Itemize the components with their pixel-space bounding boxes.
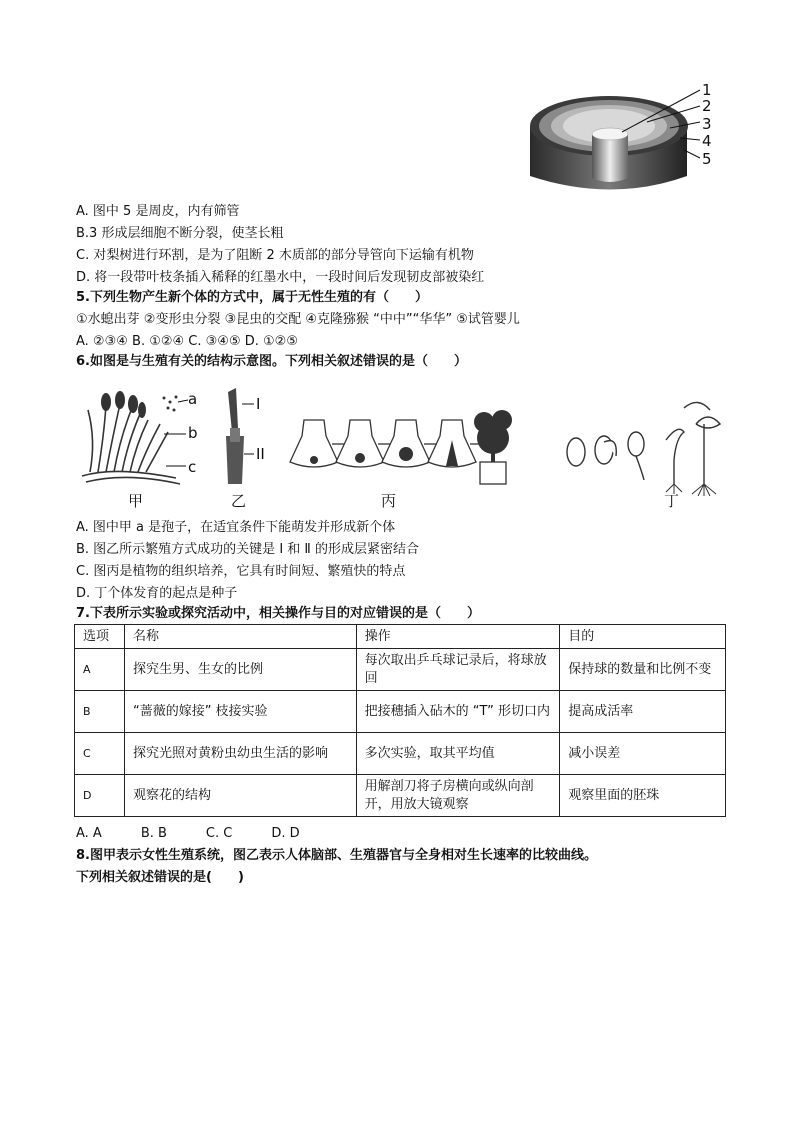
q6-option-d: D. 丁个体发育的起点是种子: [76, 586, 238, 601]
cell-operation: 用解剖刀将子房横向或纵向剖开，用放大镜观察: [356, 775, 560, 817]
cell-option: D: [75, 775, 125, 817]
q8-stem-line2: 下列相关叙述错误的是( ): [76, 870, 244, 885]
cell-option: C: [75, 733, 125, 775]
caption-yi: 乙: [231, 492, 247, 510]
cell-name: 观察花的结构: [124, 775, 356, 817]
table-row: [75, 691, 726, 733]
stem-cross-section-figure: [522, 78, 722, 200]
q5-options: A. ②③④ B. ①②④ C. ③④⑤ D. ①②⑤: [76, 334, 298, 349]
q5-stem: 5.下列生物产生新个体的方式中，属于无性生殖的有（ ）: [76, 290, 428, 305]
figure-jia-moss: [82, 404, 180, 484]
stem-label-3: 3: [702, 115, 712, 133]
header-name: 名称: [124, 625, 356, 649]
q5-items: ①水螅出芽 ②变形虫分裂 ③昆虫的交配 ④克隆猕猴 “中中”“华华” ⑤试管婴儿: [76, 312, 520, 327]
q6-option-b: B. 图乙所示繁殖方式成功的关键是 Ⅰ 和 Ⅱ 的形成层紧密结合: [76, 542, 419, 557]
q7-options: A. A B. B C. C D. D: [76, 826, 300, 841]
cell-purpose: 减小误差: [560, 733, 726, 775]
q6-option-a: A. 图中甲 a 是孢子，在适宜条件下能萌发并形成新个体: [76, 520, 396, 535]
figure-ding-germination: [567, 402, 720, 484]
cell-name: 探究光照对黄粉虫幼虫生活的影响: [124, 733, 356, 775]
table-row: [75, 649, 726, 691]
table-row: [75, 775, 726, 817]
table-header-row: [75, 625, 726, 649]
stem-label-1: 1: [702, 81, 712, 99]
reproduction-structures-figure: [76, 380, 726, 515]
cell-purpose: 观察里面的胚珠: [560, 775, 726, 817]
header-purpose: 目的: [560, 625, 726, 649]
cell-option: B: [75, 691, 125, 733]
caption-ding: 丁: [664, 492, 680, 510]
cell-operation: 多次实验，取其平均值: [356, 733, 560, 775]
cell-operation: 把接穗插入砧木的 “T” 形切口内: [356, 691, 560, 733]
q4-option-c: C. 对梨树进行环割，是为了阻断 2 木质部的部分导管向下运输有机物: [76, 248, 474, 263]
caption-jia: 甲: [128, 492, 144, 510]
cell-purpose: 提高成活率: [560, 691, 726, 733]
cell-name: “蔷薇的嫁接” 枝接实验: [124, 691, 356, 733]
q6-option-c: C. 图丙是植物的组织培养，它具有时间短、繁殖快的特点: [76, 564, 406, 579]
cell-purpose: 保持球的数量和比例不变: [560, 649, 726, 691]
cell-option: A: [75, 649, 125, 691]
label-I: I: [256, 395, 261, 413]
label-b: b: [188, 424, 198, 442]
stem-label-5: 5: [702, 150, 712, 168]
q7-stem: 7.下表所示实验或探究活动中，相关操作与目的对应错误的是（ ）: [76, 606, 480, 621]
label-a: a: [188, 390, 198, 408]
table-row: [75, 733, 726, 775]
label-c: c: [188, 458, 197, 476]
stem-label-2: 2: [702, 97, 712, 115]
header-option: 选项: [75, 625, 125, 649]
label-II: II: [256, 445, 265, 463]
q6-stem: 6.如图是与生殖有关的结构示意图。下列相关叙述错误的是（ ）: [76, 354, 467, 369]
q8-stem-line1: 8.图甲表示女性生殖系统，图乙表示人体脑部、生殖器官与全身相对生长速率的比较曲线。: [76, 848, 597, 863]
experiment-table: [74, 624, 726, 817]
caption-bing: 丙: [381, 492, 397, 510]
cell-operation: 每次取出乒乓球记录后，将球放回: [356, 649, 560, 691]
q4-option-b: B.3 形成层细胞不断分裂，使茎长粗: [76, 226, 284, 241]
figure-bing-tissue-culture: [290, 420, 506, 484]
q4-option-d: D. 将一段带叶枝条插入稀释的红墨水中，一段时间后发现韧皮部被染红: [76, 270, 485, 285]
header-operation: 操作: [356, 625, 560, 649]
stem-label-4: 4: [702, 132, 712, 150]
q4-option-a: A. 图中 5 是周皮，内有筛管: [76, 204, 240, 219]
cell-name: 探究生男、生女的比例: [124, 649, 356, 691]
figure-yi-graft: [226, 388, 254, 484]
